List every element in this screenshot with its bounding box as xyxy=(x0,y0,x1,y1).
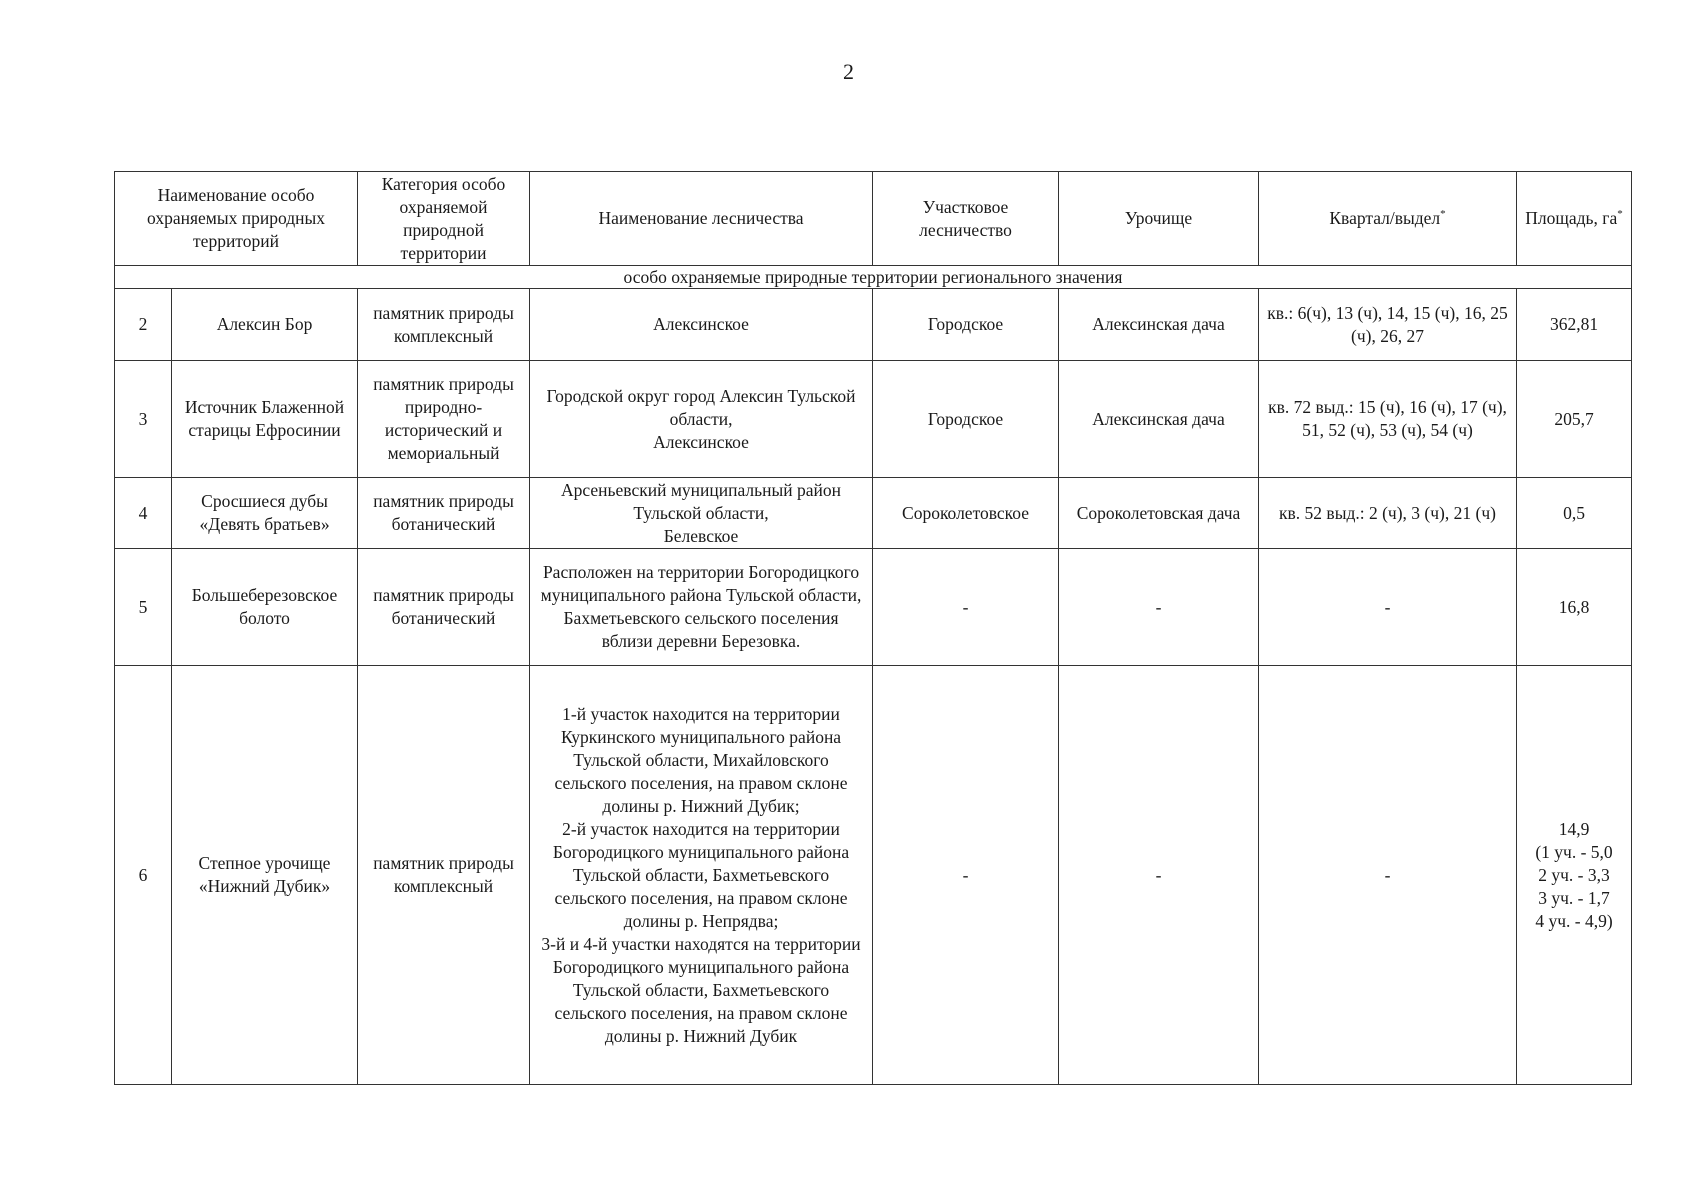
row-number: 3 xyxy=(115,361,172,478)
row-tract: Алексинская дача xyxy=(1059,289,1259,361)
section-title: особо охраняемые природные территории регионального значения xyxy=(115,266,1632,289)
row-category: памятник природы комплексный xyxy=(358,289,530,361)
header-category: Категория особо охраняемой природной территории xyxy=(358,172,530,266)
row-category: памятник природы ботанический xyxy=(358,549,530,666)
header-area-label: Площадь, га xyxy=(1525,208,1618,228)
row-category: памятник природы комплексный xyxy=(358,666,530,1085)
row-category: памятник природы природно-исторический и мемориальный xyxy=(358,361,530,478)
table-row xyxy=(115,549,1632,666)
header-area xyxy=(1517,172,1632,266)
header-tract: Урочище xyxy=(1059,172,1259,266)
row-quarter: кв. 52 выд.: 2 (ч), 3 (ч), 21 (ч) xyxy=(1259,478,1517,549)
header-row xyxy=(115,172,1632,266)
row-forestry: Расположен на территории Богородицкого муниципального района Тульской области, Бахметьевского сельского поселения вблизи деревни Березовка. xyxy=(530,549,873,666)
row-quarter: кв. 72 выд.: 15 (ч), 16 (ч), 17 (ч), 51, 52 (ч), 53 (ч), 54 (ч) xyxy=(1259,361,1517,478)
row-category: памятник природы ботанический xyxy=(358,478,530,549)
footnote-mark: * xyxy=(1440,208,1446,221)
row-district-forestry: Сороколетовское xyxy=(873,478,1059,549)
row-forestry: Городской округ город Алексин Тульской области, Алексинское xyxy=(530,361,873,478)
row-forestry: Арсеньевский муниципальный район Тульской области, Белевское xyxy=(530,478,873,549)
row-tract: Алексинская дача xyxy=(1059,361,1259,478)
table-row xyxy=(115,666,1632,1085)
row-area: 16,8 xyxy=(1517,549,1632,666)
protected-areas-table xyxy=(114,171,1632,1085)
row-area: 0,5 xyxy=(1517,478,1632,549)
row-area: 205,7 xyxy=(1517,361,1632,478)
row-area: 14,9 (1 уч. - 5,0 2 уч. - 3,3 3 уч. - 1,7 4 уч. - 4,9) xyxy=(1517,666,1632,1085)
row-quarter: - xyxy=(1259,666,1517,1085)
footnote-mark: * xyxy=(1617,208,1623,221)
row-district-forestry: Городское xyxy=(873,361,1059,478)
row-number: 6 xyxy=(115,666,172,1085)
row-name: Степное урочище «Нижний Дубик» xyxy=(172,666,358,1085)
table-row xyxy=(115,361,1632,478)
row-area: 362,81 xyxy=(1517,289,1632,361)
row-name: Источник Блаженной старицы Ефросинии xyxy=(172,361,358,478)
row-tract: Сороколетовская дача xyxy=(1059,478,1259,549)
row-number: 2 xyxy=(115,289,172,361)
row-forestry: Алексинское xyxy=(530,289,873,361)
table-row xyxy=(115,289,1632,361)
row-district-forestry: - xyxy=(873,666,1059,1085)
row-district-forestry: - xyxy=(873,549,1059,666)
row-district-forestry: Городское xyxy=(873,289,1059,361)
row-tract: - xyxy=(1059,549,1259,666)
row-quarter: - xyxy=(1259,549,1517,666)
row-name: Большеберезовское болото xyxy=(172,549,358,666)
header-forestry: Наименование лесничества xyxy=(530,172,873,266)
header-name: Наименование особо охраняемых природных территорий xyxy=(115,172,358,266)
table-row xyxy=(115,478,1632,549)
section-row xyxy=(115,266,1632,289)
row-name: Алексин Бор xyxy=(172,289,358,361)
row-number: 4 xyxy=(115,478,172,549)
header-quarter xyxy=(1259,172,1517,266)
row-name: Сросшиеся дубы «Девять братьев» xyxy=(172,478,358,549)
row-forestry: 1-й участок находится на территории Куркинского муниципального района Тульской области, Михайловского сельского поселения, на правом склоне долины р. Нижний Дубик; 2-й участок находится на территории Богородицкого муниципального района Тульской области, Бахметьевского сельского поселения, на правом склоне долины р. Непрядва; 3-й и 4-й участки находятся на территории Богородицкого муниципального района Тульской области, Бахметьевского сельского поселения, на правом склоне долины р. Нижний Дубик xyxy=(530,666,873,1085)
header-quarter-label: Квартал/выдел xyxy=(1329,208,1441,228)
header-district-forestry: Участковое лесничество xyxy=(873,172,1059,266)
row-quarter: кв.: 6(ч), 13 (ч), 14, 15 (ч), 16, 25 (ч), 26, 27 xyxy=(1259,289,1517,361)
row-number: 5 xyxy=(115,549,172,666)
row-tract: - xyxy=(1059,666,1259,1085)
page-number: 2 xyxy=(843,59,854,84)
